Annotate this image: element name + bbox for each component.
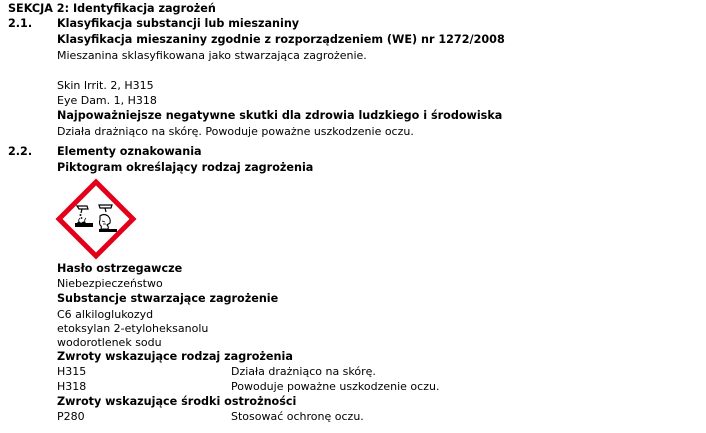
section-2-1-number: 2.1. [8,17,33,30]
pictogram-heading: Piktogram określający rodzaj zagrożenia [57,161,314,174]
hazard-text: Powoduje poważne uszkodzenie oczu. [231,380,440,393]
classification-subheading: Klasyfikacja mieszaniny zgodnie z rozporządzeniem (WE) nr 1272/2008 [57,33,505,46]
section-title: SEKCJA 2: Identyfikacja zagrożeń [8,2,216,15]
hazard-code: H315 [57,365,87,378]
substance-item: wodorotlenek sodu [57,336,162,349]
substance-item: etoksylan 2-etyloheksanolu [57,322,209,335]
effects-text: Działa drażniąco na skórę. Powoduje poważne uszkodzenie oczu. [57,125,414,138]
precaution-code: P280 [57,410,85,423]
hazard-code: H318 [57,380,87,393]
precaution-heading: Zwroty wskazujące środki ostrożności [57,395,297,408]
hazard-text: Działa drażniąco na skórę. [231,365,376,378]
section-2-2-number: 2.2. [8,145,33,158]
signal-word: Niebezpieczeństwo [57,277,163,290]
classification-item: Skin Irrit. 2, H315 [57,79,154,92]
classification-item: Eye Dam. 1, H318 [57,94,157,107]
classified-text: Mieszanina sklasyfikowana jako stwarzająca zagrożenie. [57,49,367,62]
section-2-2-heading: Elementy oznakowania [57,145,202,158]
signal-heading: Hasło ostrzegawcze [57,262,183,275]
section-2-1-heading: Klasyfikacja substancji lub mieszaniny [57,17,300,30]
effects-heading: Najpoważniejsze negatywne skutki dla zdrowia ludzkiego i środowiska [57,109,503,122]
hazard-heading: Zwroty wskazujące rodzaj zagrożenia [57,350,293,363]
substance-item: C6 alkiloglukozyd [57,308,154,321]
substances-heading: Substancje stwarzające zagrożenie [57,292,279,305]
ghs05-corrosion-icon [55,178,137,260]
precaution-text: Stosować ochronę oczu. [231,410,364,423]
